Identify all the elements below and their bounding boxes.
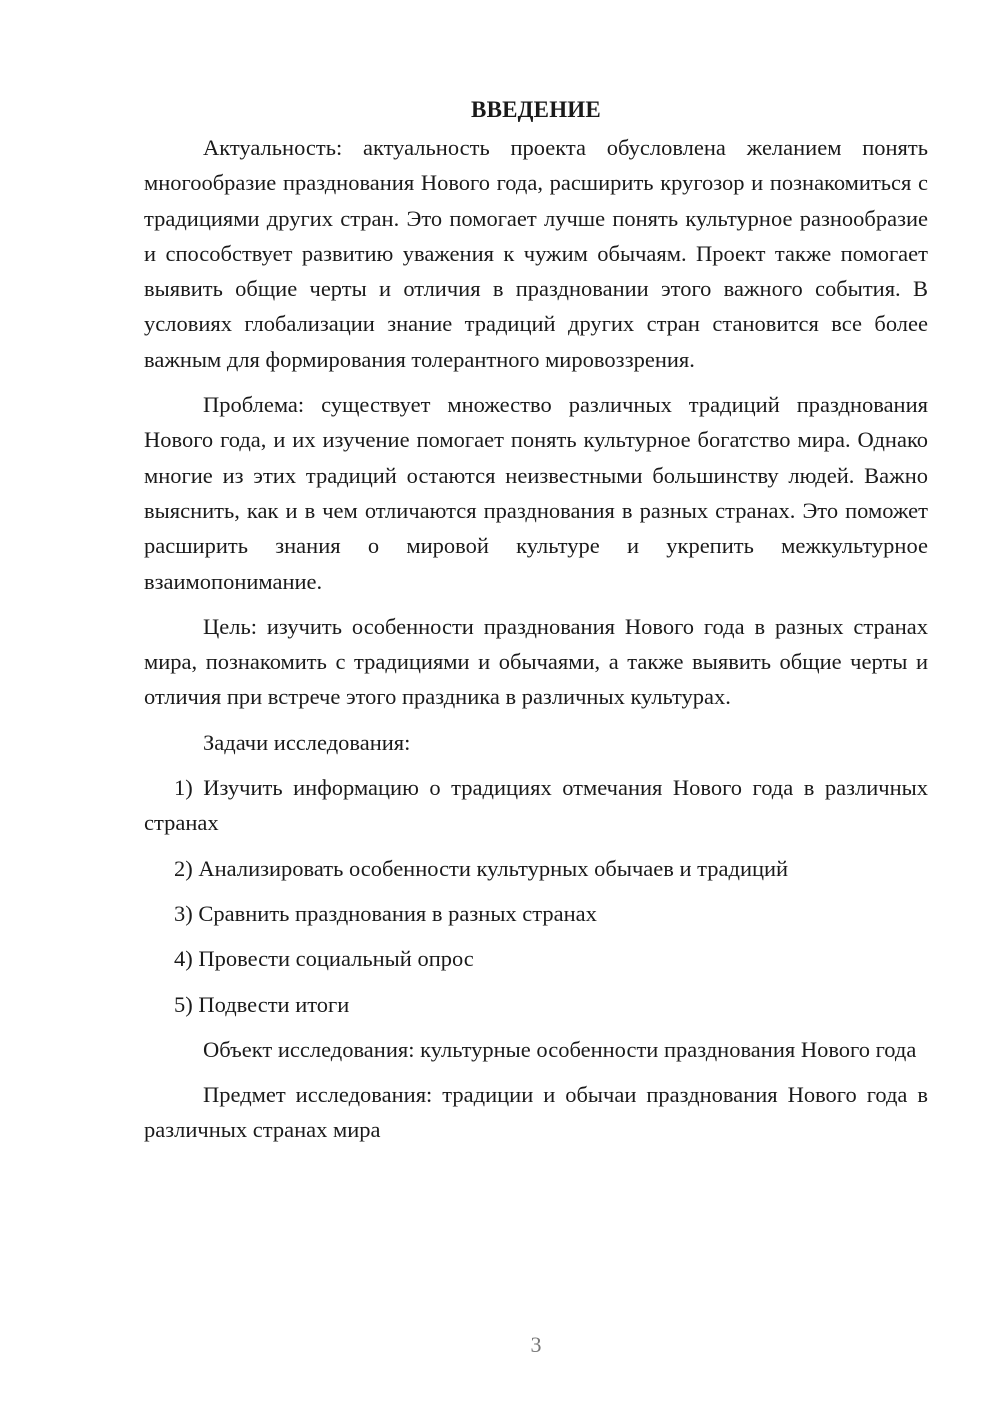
section-title: ВВЕДЕНИЕ <box>471 97 601 122</box>
subject-paragraph: Предмет исследования: традиции и обычаи празднования Нового года в различных странах мира <box>144 1082 928 1143</box>
task-item-2: 2) Анализировать особенности культурных обычаев и традиций <box>174 855 789 881</box>
task-item-4: 4) Провести социальный опрос <box>174 946 474 972</box>
goal-paragraph: Цель: изучить особенности празднования Нового года в разных странах мира, познакомить с традициями и обычаями, а также выявить общие черты и отличия при встрече этого праздника в различных культурах. <box>144 613 928 710</box>
problem-paragraph: Проблема: существует множество различных традиций празднования Нового года, и их изучение помогает понять культурное богатство мира. Однако многие из этих традиций остаются неизвестными большинству людей. Важно выяснить, как и в чем отличаются празднования в разных странах. Это поможет расширить знания о мировой культуре и укрепить межкультурное взаимопонимание. <box>144 392 928 594</box>
page-number: 3 <box>530 1332 542 1357</box>
task-item-5: 5) Подвести итоги <box>174 991 350 1017</box>
tasks-heading: Задачи исследования: <box>203 729 411 755</box>
relevance-paragraph: Актуальность: актуальность проекта обусловлена желанием понять многообразие празднования Нового года, расширить кругозор и познакомиться с традициями других стран. Это помогает лучше понять культурное разнообразие и способствует развитию уважения к чужим обычаям. Проект также помогает выявить общие черты и отличия в праздновании этого важного события. В условиях глобализации знание традиций других стран становится все более важным для формирования толерантного мировоззрения. <box>144 135 928 372</box>
object-paragraph: Объект исследования: культурные особенности празднования Нового года <box>203 1036 917 1062</box>
document-page <box>144 92 928 1158</box>
task-item-3: 3) Сравнить празднования в разных странах <box>174 900 597 926</box>
task-item-1: 1) Изучить информацию о традициях отмечания Нового года в различных странах <box>144 775 928 836</box>
tasks-list <box>144 770 928 1022</box>
